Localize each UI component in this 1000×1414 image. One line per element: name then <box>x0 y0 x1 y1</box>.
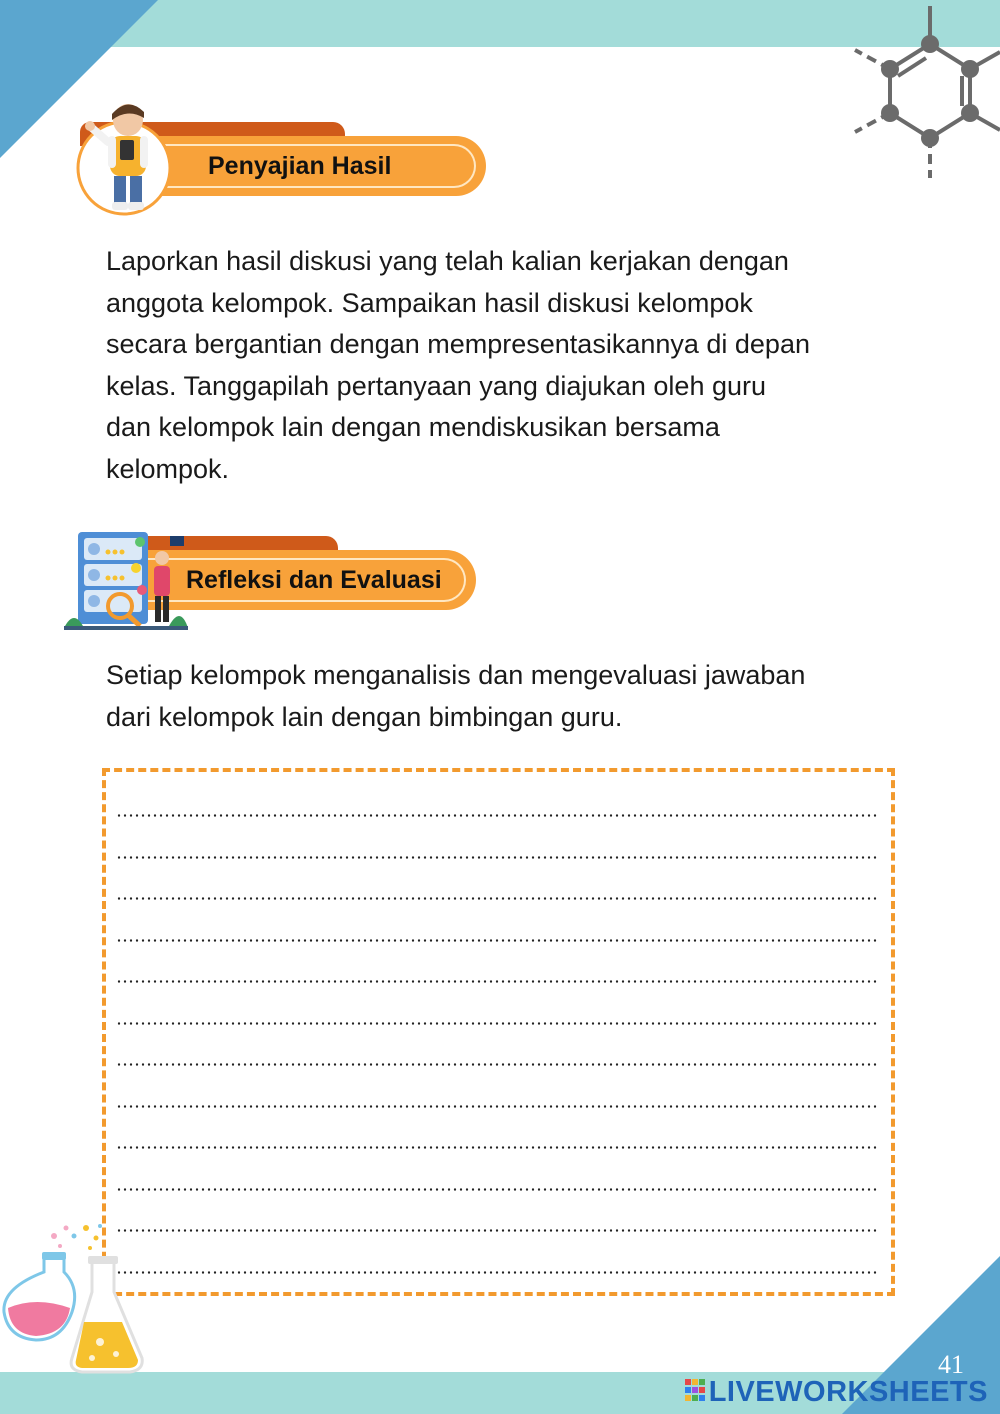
answer-line[interactable] <box>116 897 879 900</box>
paragraph-line: dan kelompok lain dengan mendiskusikan bersama <box>106 412 720 442</box>
answer-line[interactable] <box>116 1022 879 1025</box>
paragraph-line: kelompok. <box>106 453 230 484</box>
paragraph-line: Laporkan hasil diskusi yang telah kalian kerjakan dengan <box>106 246 789 276</box>
page-number: 41 <box>938 1350 964 1379</box>
liveworksheets-logo-icon <box>685 1379 705 1401</box>
molecule-icon <box>850 0 1000 180</box>
answer-line[interactable] <box>116 939 879 942</box>
lab-flasks-icon <box>0 1222 160 1384</box>
answer-box[interactable] <box>102 768 895 1296</box>
section-title: Refleksi dan Evaluasi <box>186 566 442 594</box>
paragraph-line: kelas. Tanggapilah pertanyaan yang diajukan oleh guru <box>106 370 766 401</box>
answer-line[interactable] <box>116 980 879 983</box>
section1-paragraph <box>106 241 895 490</box>
answer-line[interactable] <box>116 1229 879 1232</box>
answer-line[interactable] <box>116 1105 879 1108</box>
answer-line[interactable] <box>116 1063 879 1066</box>
paragraph-line: dari kelompok lain dengan bimbingan guru. <box>106 701 623 732</box>
evaluation-board-icon <box>64 528 188 632</box>
paragraph-line: secara bergantian dengan mempresentasikannya di depan <box>106 329 810 359</box>
answer-line[interactable] <box>116 1271 879 1274</box>
section-title: Penyajian Hasil <box>208 152 392 180</box>
answer-line[interactable] <box>116 814 879 817</box>
section2-paragraph <box>106 655 895 738</box>
answer-line[interactable] <box>116 1146 879 1149</box>
paragraph-line: anggota kelompok. Sampaikan hasil diskusi kelompok <box>106 287 753 318</box>
student-avatar-icon <box>74 100 174 218</box>
answer-line[interactable] <box>116 856 879 859</box>
liveworksheets-brand[interactable] <box>685 1372 988 1412</box>
answer-line[interactable] <box>116 1188 879 1191</box>
brand-text: LIVEWORKSHEETS <box>708 1376 988 1408</box>
paragraph-line: Setiap kelompok menganalisis dan mengevaluasi jawaban <box>106 660 806 690</box>
